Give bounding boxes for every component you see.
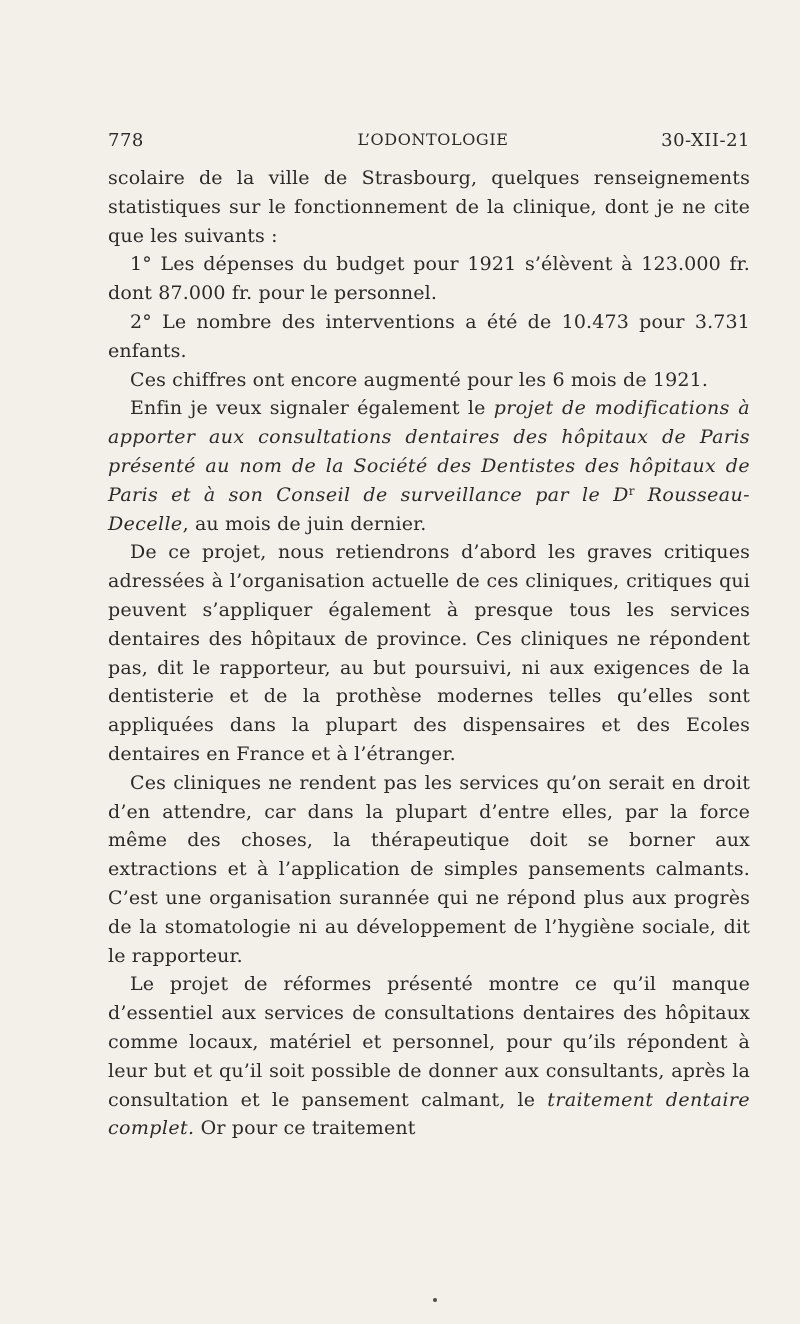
complete-treatment-italic: traitement dentaire complet. bbox=[108, 1088, 750, 1140]
paragraph-project bbox=[108, 394, 750, 538]
running-title: L’ODONTOLOGIE bbox=[357, 130, 509, 149]
project-title-italic: projet de modifications à apporter aux consultations dentaires des hôpitaux de Paris présenté au nom de la Société des Dentistes des hôpitaux de Paris et à son Conseil de surveillance par le D bbox=[108, 397, 751, 506]
reforms-lead-text: Le projet de réformes présenté montre ce qu’il manque d’essentiel aux services de consultations dentaires des hôpitaux comme locaux, matériel et personnel, pour qu’ils répondent à leur but et qu’il soit possible de donner aux consultants, après la consultation et le pansement calmant, le bbox=[108, 973, 750, 1111]
paragraph-budget: 1° Les dépenses du budget pour 1921 s’élèvent à 123.000 fr. dont 87.000 fr. pour le personnel. bbox=[108, 253, 750, 305]
issue-date: 30-XII-21 bbox=[661, 130, 750, 151]
paragraph-figures: Ces chiffres ont encore augmenté pour les 6 mois de 1921. bbox=[130, 368, 709, 391]
paragraph-reforms bbox=[108, 970, 750, 1143]
project-tail-text: , au mois de juin dernier. bbox=[182, 512, 427, 535]
page-header bbox=[108, 130, 750, 160]
doctor-superscript: r bbox=[628, 483, 635, 498]
reforms-tail-text: Or pour ce traitement bbox=[194, 1117, 416, 1140]
paragraph-services: Ces cliniques ne rendent pas les services qu’on serait en droit d’en attendre, car dans la plupart d’entre elles, par la force même des choses, la thérapeutique doit se borner aux extractions et à l’application de simples pansements calmants. C’est une organisation surannée qui ne répond plus aux progrès de la stomatologie ni au développement de l’hygiène sociale, dit le rapporteur. bbox=[108, 771, 750, 967]
project-lead-text: Enfin je veux signaler également le bbox=[130, 397, 494, 420]
body-text bbox=[108, 164, 750, 1143]
author-name-italic: Rousseau-Decelle bbox=[108, 483, 750, 535]
page-number: 778 bbox=[108, 130, 144, 151]
ink-speck bbox=[433, 1298, 437, 1302]
paragraph-criticisms: De ce projet, nous retiendrons d’abord les graves critiques adressées à l’organisation actuelle de ces cliniques, critiques qui peuvent s’appliquer également à presque tous les services dentaires des hôpitaux de province. Ces cliniques ne répondent pas, dit le rapporteur, au but poursuivi, ni aux exigences de la dentisterie et de la prothèse modernes telles qu’elles sont appliquées dans la plupart des dispensaires et des Ecoles dentaires en France et à l’étranger. bbox=[108, 541, 750, 765]
paragraph-interventions: 2° Le nombre des interventions a été de 10.473 pour 3.731 enfants. bbox=[108, 310, 750, 362]
paragraph-continuation: scolaire de la ville de Strasbourg, quelques renseignements statistiques sur le fonctionnement de la clinique, dont je ne cite que les suivants : bbox=[108, 167, 750, 247]
